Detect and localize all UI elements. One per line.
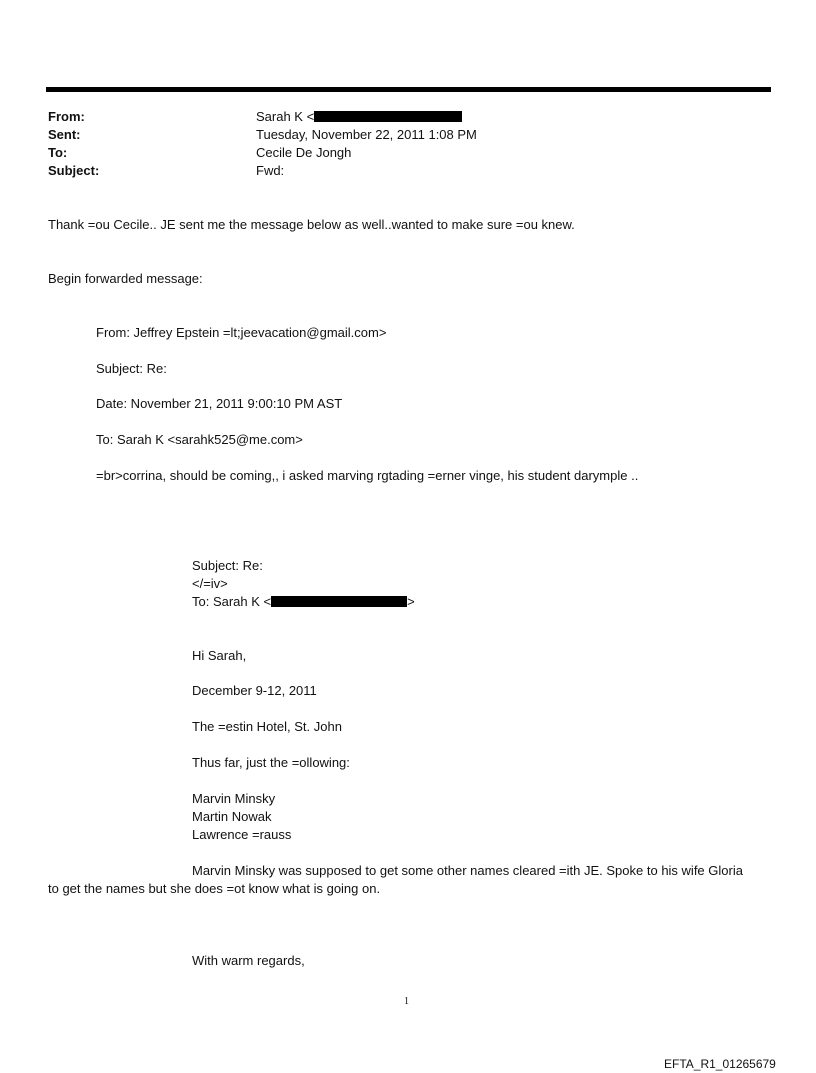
forward-heading: Begin forwarded message:: [48, 271, 203, 286]
subject-value: Fwd:: [256, 163, 285, 178]
paragraph-line-1: Marvin Minsky was supposed to get some other names cleared =ith JE. Spoke to his wife Gloria: [192, 863, 743, 878]
to-label: To:: [48, 145, 68, 160]
attendee-name: Martin Nowak: [192, 809, 272, 824]
from-label: From:: [48, 109, 85, 124]
subject-label: Subject:: [48, 163, 100, 178]
intro-text: Thank =ou Cecile.. JE sent me the message below as well..wanted to make sure =ou knew.: [48, 217, 575, 232]
fwd-date: Date: November 21, 2011 9:00:10 PM AST: [96, 396, 343, 411]
quoted-to-suffix: >: [407, 594, 415, 609]
header-rule: [46, 87, 771, 92]
fwd-to: To: Sarah K <sarahk525@me.com>: [96, 432, 303, 447]
sent-label: Sent:: [48, 127, 81, 142]
from-value: [256, 109, 462, 124]
quoted-subject: Subject: Re:: [192, 558, 263, 573]
quoted-to-prefix: To: Sarah K <: [192, 594, 272, 609]
event-hotel: The =estin Hotel, St. John: [192, 719, 342, 734]
thus-far-text: Thus far, just the =ollowing:: [192, 755, 350, 770]
fwd-from: From: Jeffrey Epstein =lt;jeevacation@gmail.com>: [96, 325, 387, 340]
fwd-subject: Subject: Re:: [96, 361, 167, 376]
closing: With warm regards,: [192, 953, 305, 968]
page-number: 1: [404, 996, 409, 1007]
quoted-div-close: </=iv>: [192, 576, 228, 591]
paragraph-line-2: to get the names but she does =ot know what is going on.: [48, 881, 381, 896]
sent-value: Tuesday, November 22, 2011 1:08 PM: [256, 127, 477, 142]
event-dates: December 9-12, 2011: [192, 683, 317, 698]
attendee-name: Marvin Minsky: [192, 791, 276, 806]
redaction-block: [314, 111, 462, 122]
document-id: EFTA_R1_01265679: [664, 1057, 776, 1071]
attendee-name: Lawrence =rauss: [192, 827, 292, 842]
quoted-to: [192, 594, 415, 609]
to-value: Cecile De Jongh: [256, 145, 352, 160]
fwd-message: =br>corrina, should be coming,, i asked marving rgtading =erner vinge, his student darymple ..: [96, 468, 639, 483]
greeting: Hi Sarah,: [192, 648, 247, 663]
redaction-block: [271, 596, 407, 607]
from-name: Sarah K <: [256, 109, 315, 124]
